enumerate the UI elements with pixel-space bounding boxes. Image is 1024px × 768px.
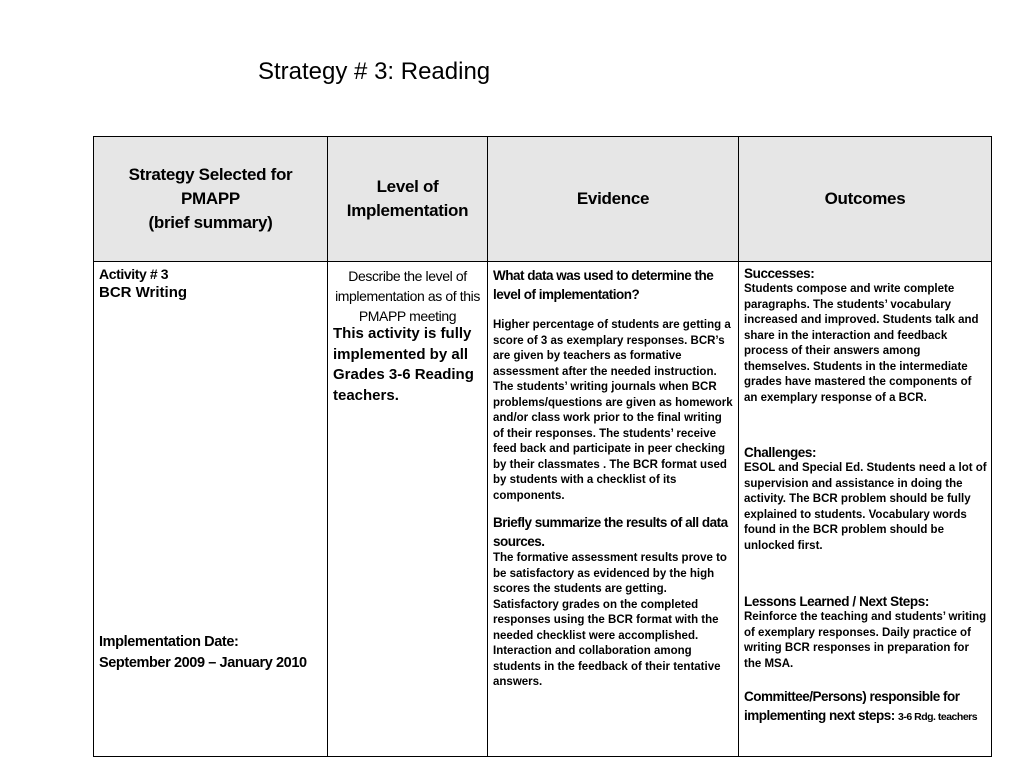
outcomes-cell	[739, 262, 992, 757]
implementation-date-label: Implementation Date:	[99, 634, 239, 650]
evidence-answer-1: Higher percentage of students are getting a score of 3 as exemplary responses. BCR’s are given by teachers as formative assessment after the needed instruction. The students’ writing journals when BCR problems/questions are given as homework and/or class work prior to the final writing of their responses. The students’ receive feed back and participate in peer checking by their classmates . The BCR format used by students with a checklist of its components.	[493, 319, 733, 502]
evidence-question-2: Briefly summarize the results of all data sources.	[493, 515, 728, 549]
header-strategy	[94, 137, 328, 262]
header-level-line-1: Level of	[376, 177, 439, 196]
level-answer: This activity is fully implemented by all Grades 3-6 Reading teachers.	[333, 325, 474, 404]
successes-label: Successes:	[744, 266, 815, 281]
activity-number: Activity # 3	[99, 266, 169, 282]
strategy-cell	[94, 262, 328, 757]
strategy-table	[93, 136, 992, 757]
committee-block	[744, 687, 988, 727]
header-strategy-line-2: PMAPP	[181, 189, 240, 208]
successes-text: Students compose and write complete paragraphs. The students’ vocabulary increased and improved. Students talk and share in the interaction and feedback process of their answers among themselves. Students in the intermediate grades have mastered the components of an exemplary response of a BCR.	[744, 283, 979, 404]
header-outcomes-label: Outcomes	[824, 189, 906, 208]
header-level-line-2: Implementation	[346, 201, 469, 220]
header-strategy-line-1: Strategy Selected for	[128, 165, 293, 184]
implementation-date-block	[99, 632, 307, 674]
evidence-question-1: What data was used to determine the level of implementation?	[493, 268, 714, 302]
committee-label: Committee/Persons) responsible for implementing next steps:	[744, 689, 960, 723]
lessons-text: Reinforce the teaching and students’ writing of exemplary responses. Daily practice of writing BCR responses in preparation for the MSA.	[744, 611, 987, 670]
header-level	[328, 137, 488, 262]
activity-name: BCR Writing	[99, 284, 188, 301]
challenges-text: ESOL and Special Ed. Students need a lot of supervision and assistance in doing the activity. The BCR problem should be fully explained to students. Vocabulary words found in the BCR problem should be unlocked first.	[744, 462, 987, 552]
header-evidence-label: Evidence	[576, 189, 650, 208]
table-row	[94, 262, 992, 757]
implementation-date-value: September 2009 – January 2010	[99, 655, 307, 671]
header-row	[94, 137, 992, 262]
challenges-label: Challenges:	[744, 445, 817, 460]
level-cell	[328, 262, 488, 757]
evidence-answer-2: The formative assessment results prove to be satisfactory as evidenced by the high scores the students are getting. Satisfactory grades on the completed responses using the BCR format with the needed checklist were accomplished. Interaction and collaboration among students in the feedback of their tentative answers.	[493, 552, 727, 688]
header-outcomes	[739, 137, 992, 262]
header-evidence	[488, 137, 739, 262]
level-prompt: Describe the level of implementation as of this PMAPP meeting	[335, 268, 480, 324]
evidence-cell	[488, 262, 739, 757]
page-title: Strategy # 3: Reading	[258, 58, 491, 85]
committee-value: 3-6 Rdg. teachers	[898, 711, 978, 723]
header-strategy-line-3: (brief summary)	[148, 213, 273, 232]
lessons-label: Lessons Learned / Next Steps:	[744, 594, 929, 609]
